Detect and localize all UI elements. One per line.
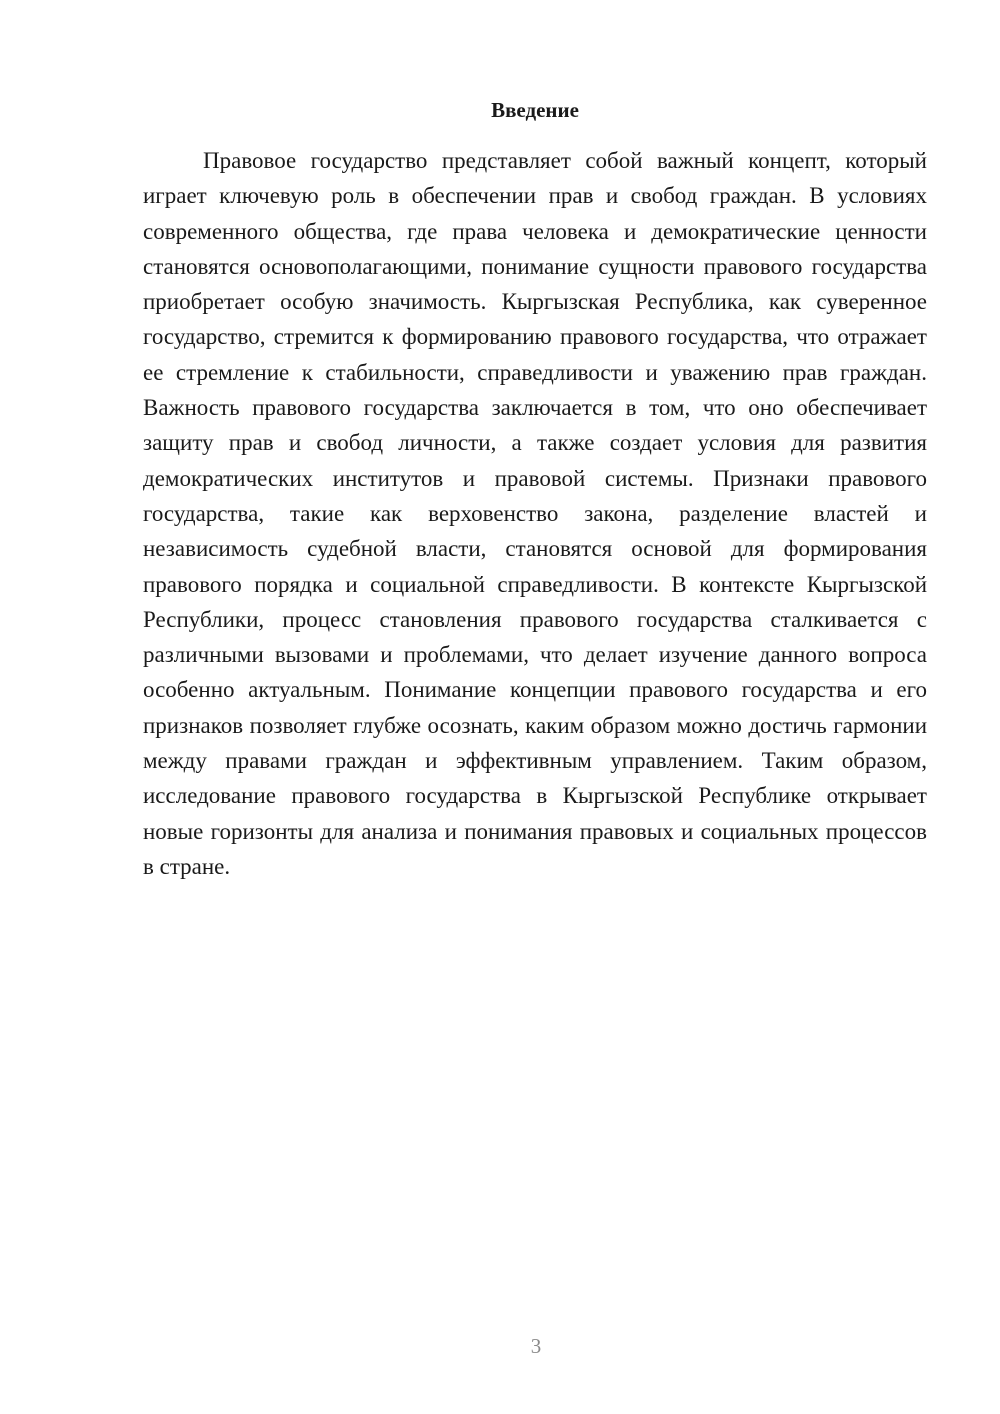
page-number: 3 — [530, 1334, 542, 1358]
section-heading: Введение — [491, 98, 579, 122]
body-paragraph: Правовое государство представляет собой важный концепт, который играет ключевую роль в обеспечении прав и свобод граждан. В условиях современного общества, где права человека и демократические ценности становятся основополагающими, понимание сущности правового государства приобретает особую значимость. Кыргызская Республика, как суверенное государство, стремится к формированию правового государства, что отражает ее стремление к стабильности, справедливости и уважению прав граждан. Важность правового государства заключается в том, что оно обеспечивает защиту прав и свобод личности, а также создает условия для развития демократических институтов и правовой системы. Признаки правового государства, такие как верховенство закона, разделение властей и независимость судебной власти, становятся основой для формирования правового порядка и социальной справедливости. В контексте Кыргызской Республики, процесс становления правового государства сталкивается с различными вызовами и проблемами, что делает изучение данного вопроса особенно актуальным. Понимание концепции правового государства и его признаков позволяет глубже осознать, каким образом можно достичь гармонии между правами граждан и эффективным управлением. Таким образом, исследование правового государства в Кыргызской Республике открывает новые горизонты для анализа и понимания правовых и социальных процессов в стране. — [143, 148, 927, 879]
